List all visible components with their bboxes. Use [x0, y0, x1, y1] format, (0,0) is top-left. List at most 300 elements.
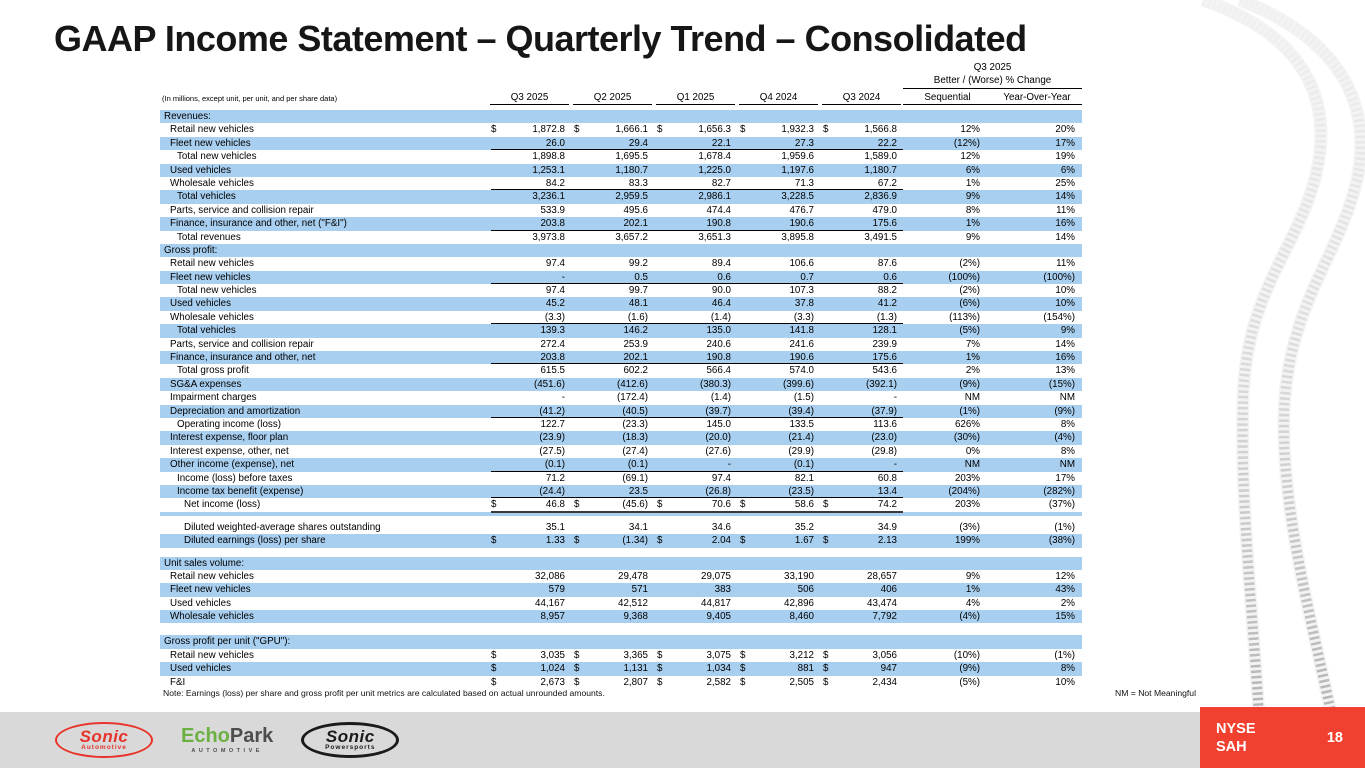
value: (29.9) — [788, 445, 814, 457]
sequential-change-cell: (2%) — [959, 258, 980, 270]
row-label: Net income (loss) — [184, 499, 261, 511]
value-cell — [488, 649, 571, 662]
value: (41.2) — [539, 405, 565, 417]
sequential-change-cell: 626% — [954, 418, 980, 430]
sequential-change-cell: 12% — [960, 151, 980, 163]
value-cell — [820, 570, 903, 583]
table-row — [160, 378, 1082, 391]
value: 3,236.1 — [532, 191, 565, 203]
value-cell — [737, 583, 820, 596]
value-cell — [654, 204, 737, 217]
value-cell — [488, 405, 571, 418]
value: 881 — [797, 663, 814, 675]
table-row — [160, 297, 1082, 310]
value: 1,656.3 — [698, 124, 731, 136]
value-cell — [571, 257, 654, 270]
value: 272.4 — [540, 338, 565, 350]
value-cell — [571, 137, 654, 150]
value-cell — [820, 231, 903, 244]
value: (29.8) — [871, 445, 897, 457]
value: 34.1 — [628, 521, 648, 533]
section-label: Unit sales volume: — [164, 557, 245, 569]
value-cell — [654, 472, 737, 485]
value-cell — [488, 472, 571, 485]
value: - — [561, 392, 565, 404]
spacer-row — [160, 548, 1082, 557]
value: 82.1 — [794, 472, 814, 484]
value-cell — [737, 498, 820, 511]
yoy-change-cell: 10% — [1055, 298, 1075, 310]
value: 28,657 — [867, 570, 897, 582]
value-cell — [654, 649, 737, 662]
value-cell — [571, 521, 654, 534]
sequential-change-cell: (113%) — [949, 311, 980, 323]
value: 146.2 — [623, 325, 648, 337]
yoy-change-cell: 8% — [1060, 663, 1075, 675]
value: (1.34) — [622, 535, 648, 547]
value-cell — [737, 472, 820, 485]
value-cell — [654, 534, 737, 547]
value-cell — [488, 137, 571, 150]
value: 203.8 — [540, 218, 565, 230]
sequential-change-cell: 7% — [965, 338, 980, 350]
value-cell — [654, 190, 737, 203]
value-cell — [488, 610, 571, 623]
value-cell — [571, 311, 654, 324]
value: 190.8 — [706, 218, 731, 230]
value-cell — [737, 485, 820, 498]
value-cell — [654, 391, 737, 404]
value-cell — [488, 445, 571, 458]
value: 46.4 — [711, 298, 731, 310]
dollar-sign: $ — [574, 499, 580, 511]
value: 383 — [714, 584, 731, 596]
dollar-sign: $ — [657, 535, 663, 547]
row-label: Retail new vehicles — [170, 258, 254, 270]
yoy-change-cell: (1%) — [1054, 649, 1075, 661]
value: 506 — [797, 584, 814, 596]
value: (23.9) — [539, 432, 565, 444]
value: 44,817 — [701, 597, 731, 609]
value: 1,197.6 — [781, 164, 814, 176]
value-cell — [571, 662, 654, 675]
row-label: Other income (expense), net — [170, 459, 295, 471]
value-cell — [571, 177, 654, 190]
value: 1,180.7 — [864, 164, 897, 176]
dollar-sign: $ — [657, 124, 663, 136]
value-cell — [571, 150, 654, 163]
table-row — [160, 190, 1082, 203]
value: 67.2 — [877, 177, 897, 189]
value-cell — [737, 311, 820, 324]
value-cell — [654, 418, 737, 431]
value: 29,478 — [618, 570, 648, 582]
section-row — [160, 557, 1082, 570]
value: 1.33 — [545, 535, 565, 547]
value: (1.5) — [793, 392, 814, 404]
dollar-sign: $ — [823, 649, 829, 661]
value-cell — [571, 190, 654, 203]
table-row — [160, 583, 1082, 596]
value-cell — [488, 190, 571, 203]
value-cell — [820, 164, 903, 177]
value-cell — [571, 431, 654, 444]
change-header-label: Better / (Worse) % Change — [903, 75, 1082, 89]
sequential-change-cell: NM — [964, 392, 980, 404]
value-cell — [737, 391, 820, 404]
income-statement-table — [160, 62, 1082, 689]
row-label: Total new vehicles — [177, 285, 257, 297]
value: 571 — [631, 584, 648, 596]
value-cell — [488, 297, 571, 310]
value-cell — [488, 364, 571, 377]
value: (24.4) — [539, 485, 565, 497]
sonic-automotive-logo — [55, 722, 153, 758]
value: (392.1) — [865, 378, 897, 390]
value: 2,434 — [872, 676, 897, 688]
value: 99.7 — [628, 285, 648, 297]
row-label: Fleet new vehicles — [170, 271, 251, 283]
value-cell — [488, 231, 571, 244]
value-cell — [488, 662, 571, 675]
value: 29.4 — [628, 137, 648, 149]
dollar-sign: $ — [574, 535, 580, 547]
dollar-sign: $ — [823, 499, 829, 511]
section-label: Gross profit per unit ("GPU"): — [164, 636, 291, 648]
value: 3,973.8 — [532, 231, 565, 243]
nm-footnote: NM = Not Meaningful — [1115, 688, 1196, 698]
value: 0.6 — [883, 271, 897, 283]
yoy-change-cell: (282%) — [1043, 485, 1075, 497]
value: 3,651.3 — [698, 231, 731, 243]
value: 45.2 — [545, 298, 565, 310]
footnote: Note: Earnings (loss) per share and gross profit per unit metrics are calculated based on actual unrounded amounts. — [163, 688, 605, 698]
value-cell — [820, 204, 903, 217]
section-label: Revenues: — [164, 111, 211, 122]
dollar-sign: $ — [657, 663, 663, 675]
value-cell — [571, 458, 654, 471]
value-cell — [654, 137, 737, 150]
value-cell — [488, 324, 571, 337]
value: 84.2 — [545, 177, 565, 189]
value: 35.2 — [794, 521, 814, 533]
yoy-change-cell: 14% — [1055, 231, 1075, 243]
change-column-header: Sequential — [924, 92, 971, 103]
yoy-change-cell: 12% — [1055, 570, 1075, 582]
sequential-change-cell: 6% — [965, 164, 980, 176]
row-label: Income (loss) before taxes — [177, 472, 293, 484]
value: (69.1) — [622, 472, 648, 484]
dollar-sign: $ — [740, 676, 746, 688]
value-cell — [654, 662, 737, 675]
yoy-change-cell: (38%) — [1048, 535, 1075, 547]
value-cell — [654, 351, 737, 364]
value-cell — [820, 378, 903, 391]
row-label: Used vehicles — [170, 597, 231, 609]
value-cell — [654, 570, 737, 583]
table-caption: (In millions, except unit, per unit, and per share data) — [162, 94, 338, 103]
value: 190.6 — [789, 352, 814, 364]
value: 574.0 — [789, 365, 814, 377]
value-cell — [737, 164, 820, 177]
value: 1,695.5 — [615, 151, 648, 163]
value-cell — [654, 445, 737, 458]
row-label: Total vehicles — [177, 191, 236, 203]
value: 2,673 — [540, 676, 565, 688]
value-cell — [820, 649, 903, 662]
yoy-change-cell: NM — [1059, 459, 1075, 471]
value: 2.13 — [877, 535, 897, 547]
value: 3,056 — [872, 649, 897, 661]
sequential-change-cell: NM — [964, 459, 980, 471]
value: 23.5 — [628, 485, 648, 497]
value-cell — [820, 597, 903, 610]
sequential-change-cell: 8% — [965, 204, 980, 216]
value-cell — [737, 649, 820, 662]
row-label: Wholesale vehicles — [170, 311, 254, 323]
value-cell — [737, 351, 820, 364]
dollar-sign: $ — [491, 535, 497, 547]
section-label: Gross profit: — [164, 244, 218, 256]
row-label: Diluted weighted-average shares outstanding — [184, 521, 381, 533]
row-label: Impairment charges — [170, 392, 257, 404]
row-label: Diluted earnings (loss) per share — [184, 535, 326, 547]
value-cell — [571, 498, 654, 511]
value: (27.6) — [705, 445, 731, 457]
change-header-quarter-row — [160, 62, 1082, 75]
sonic-logo-word: Sonic — [79, 727, 129, 746]
value-cell — [820, 583, 903, 596]
value: 37.8 — [794, 298, 814, 310]
value-cell — [654, 431, 737, 444]
value: 2,582 — [706, 676, 731, 688]
value: 3,035 — [540, 649, 565, 661]
dollar-sign: $ — [657, 676, 663, 688]
value: 1,253.1 — [532, 164, 565, 176]
value: 202.1 — [623, 352, 648, 364]
value-cell — [488, 498, 571, 511]
table-row — [160, 338, 1082, 351]
value-cell — [820, 217, 903, 230]
value: 139.3 — [540, 325, 565, 337]
row-label: Interest expense, other, net — [170, 445, 289, 457]
yoy-change-cell: 13% — [1055, 365, 1075, 377]
value-cell — [737, 150, 820, 163]
dollar-sign: $ — [740, 663, 746, 675]
value: 1,959.6 — [781, 151, 814, 163]
value-cell — [571, 378, 654, 391]
yoy-change-cell: 17% — [1055, 472, 1075, 484]
table-row — [160, 311, 1082, 324]
yoy-change-cell: 16% — [1055, 352, 1075, 364]
value: 476.7 — [789, 204, 814, 216]
section-row — [160, 635, 1082, 648]
row-label: Fleet new vehicles — [170, 137, 251, 149]
column-header: Q3 2025 — [490, 92, 569, 105]
value: 2,836.9 — [864, 191, 897, 203]
value-cell — [654, 311, 737, 324]
table-row — [160, 257, 1082, 270]
value: 1.67 — [794, 535, 814, 547]
dollar-sign: $ — [657, 499, 663, 511]
yoy-change-cell: 25% — [1055, 177, 1075, 189]
yoy-change-cell: NM — [1059, 392, 1075, 404]
dollar-sign: $ — [574, 649, 580, 661]
value-cell — [820, 498, 903, 511]
value-cell — [820, 391, 903, 404]
value: 1,666.1 — [615, 124, 648, 136]
value-cell — [571, 418, 654, 431]
yoy-change-cell: 10% — [1055, 285, 1075, 297]
row-label: Retail new vehicles — [170, 570, 254, 582]
value-cell — [737, 338, 820, 351]
value: 97.4 — [711, 472, 731, 484]
value-cell — [820, 271, 903, 284]
dollar-sign: $ — [574, 663, 580, 675]
value: 3,895.8 — [781, 231, 814, 243]
powersports-logo-sub: Powersports — [325, 744, 376, 751]
value: 70.6 — [711, 499, 731, 511]
value-cell — [654, 610, 737, 623]
value: 41.2 — [877, 298, 897, 310]
value-cell — [737, 521, 820, 534]
value: 90.0 — [711, 285, 731, 297]
value: 97.4 — [545, 258, 565, 270]
sequential-change-cell: (204%) — [948, 485, 980, 497]
table-row — [160, 662, 1082, 675]
sequential-change-cell: 9% — [965, 191, 980, 203]
value: 0.6 — [717, 271, 731, 283]
sequential-change-cell: 12% — [960, 124, 980, 136]
value: (21.4) — [788, 432, 814, 444]
value-cell — [571, 351, 654, 364]
value: 133.5 — [789, 418, 814, 430]
value: 3,491.5 — [864, 231, 897, 243]
table-row — [160, 676, 1082, 689]
value: (40.5) — [622, 405, 648, 417]
row-label: Wholesale vehicles — [170, 611, 254, 623]
value-cell — [654, 338, 737, 351]
row-label: SG&A expenses — [170, 378, 242, 390]
page-title: GAAP Income Statement – Quarterly Trend – Consolidated — [54, 18, 1027, 59]
value: 202.1 — [623, 218, 648, 230]
sequential-change-cell: (10%) — [953, 649, 980, 661]
column-header: Q3 2024 — [822, 92, 901, 105]
yoy-change-cell: (15%) — [1048, 378, 1075, 390]
value: (3.3) — [793, 311, 814, 323]
value: 2,505 — [789, 676, 814, 688]
sequential-change-cell: (2%) — [959, 285, 980, 297]
value-cell — [820, 177, 903, 190]
value-cell — [488, 570, 571, 583]
value-cell — [654, 521, 737, 534]
echopark-logo-word: EchoPark — [181, 724, 274, 747]
value: 99.2 — [628, 258, 648, 270]
value: 1,180.7 — [615, 164, 648, 176]
value: 615.5 — [540, 365, 565, 377]
echopark-logo — [181, 724, 274, 754]
value: 2,807 — [623, 676, 648, 688]
echopark-logo-sub: AUTOMOTIVE — [191, 747, 263, 754]
column-header: Q1 2025 — [656, 92, 735, 105]
value: (0.1) — [544, 459, 565, 471]
row-label: Used vehicles — [170, 164, 231, 176]
value: 34.6 — [711, 521, 731, 533]
value-cell — [488, 534, 571, 547]
value: (451.6) — [533, 378, 565, 390]
value-cell — [654, 364, 737, 377]
value-cell — [820, 431, 903, 444]
dollar-sign: $ — [823, 124, 829, 136]
value: 89.4 — [711, 258, 731, 270]
table-row — [160, 351, 1082, 364]
value: 8,460 — [789, 611, 814, 623]
row-label: Parts, service and collision repair — [170, 204, 314, 216]
value: 74.2 — [877, 499, 897, 511]
value-cell — [571, 445, 654, 458]
value-cell — [488, 311, 571, 324]
value: 1,024 — [540, 663, 565, 675]
value: 7,792 — [872, 611, 897, 623]
value-cell — [654, 485, 737, 498]
dollar-sign: $ — [491, 499, 497, 511]
value: 566.4 — [706, 365, 731, 377]
value: 1,589.0 — [864, 151, 897, 163]
table-row — [160, 405, 1082, 418]
value-cell — [820, 257, 903, 270]
value: 495.6 — [623, 204, 648, 216]
row-label: Total new vehicles — [177, 151, 257, 163]
value-cell — [820, 150, 903, 163]
value-cell — [737, 204, 820, 217]
sequential-change-cell: 1% — [965, 584, 980, 596]
value-cell — [571, 570, 654, 583]
value-cell — [737, 123, 820, 136]
value: 241.6 — [789, 338, 814, 350]
value-cell — [571, 271, 654, 284]
dollar-sign: $ — [657, 649, 663, 661]
sonic-logo-sub: Automotive — [81, 744, 127, 751]
sequential-change-cell: (5%) — [959, 676, 980, 688]
sequential-change-cell: 1% — [965, 218, 980, 230]
value-cell — [654, 123, 737, 136]
value-cell — [737, 597, 820, 610]
value: (20.0) — [705, 432, 731, 444]
value-cell — [488, 391, 571, 404]
yoy-change-cell: 16% — [1055, 218, 1075, 230]
value: 1,131 — [623, 663, 648, 675]
yoy-change-cell: 8% — [1060, 418, 1075, 430]
value-cell — [820, 311, 903, 324]
yoy-change-cell: 20% — [1055, 124, 1075, 136]
dollar-sign: $ — [740, 535, 746, 547]
value-cell — [571, 324, 654, 337]
value: 190.8 — [706, 352, 731, 364]
value: 203.8 — [540, 352, 565, 364]
value-cell — [654, 217, 737, 230]
value-cell — [654, 231, 737, 244]
yoy-change-cell: 9% — [1060, 325, 1075, 337]
table-row — [160, 164, 1082, 177]
yoy-change-cell: 14% — [1055, 338, 1075, 350]
sequential-change-cell: 9% — [965, 570, 980, 582]
value: 22.1 — [711, 137, 731, 149]
yoy-change-cell: (37%) — [1048, 499, 1075, 511]
value-cell — [654, 458, 737, 471]
value-cell — [737, 217, 820, 230]
value: 26.0 — [545, 137, 565, 149]
ticker-box — [1200, 707, 1365, 768]
